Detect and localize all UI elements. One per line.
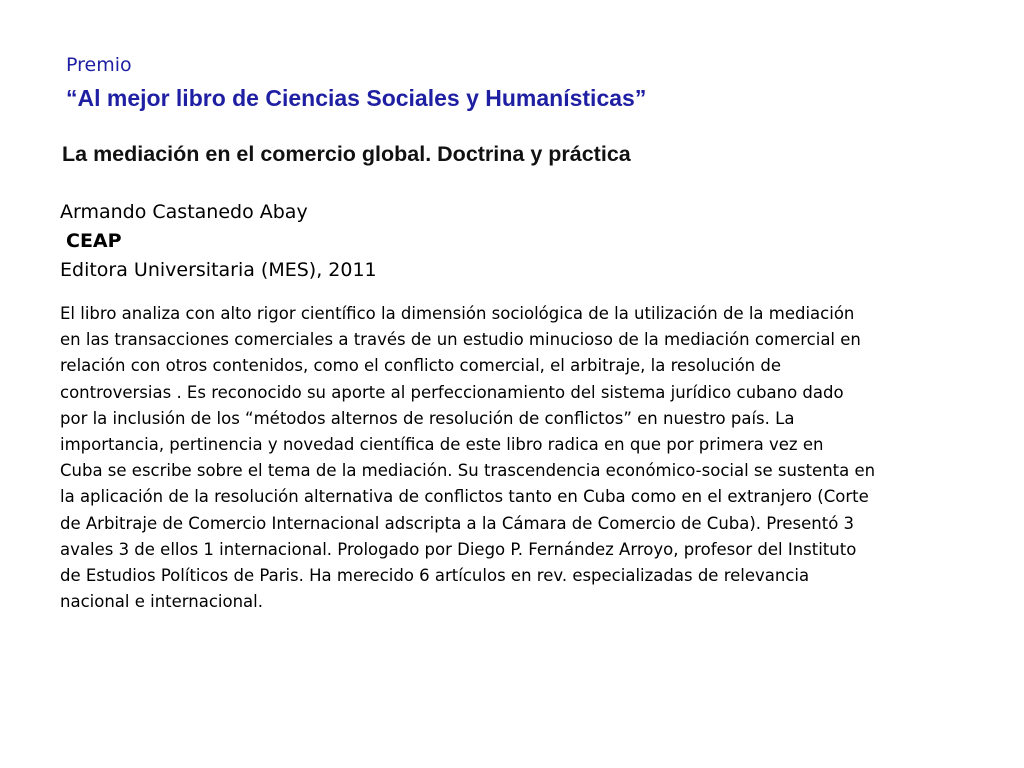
book-metadata [60,198,377,285]
description-line: la aplicación de la resolución alternativa de conflictos tanto en Cuba como en el extranjero (Corte [60,487,869,507]
description-line: en las transacciones comerciales a través de un estudio minucioso de la mediación comercial en [60,330,861,350]
book-author: Armando Castanedo Abay [60,201,308,223]
book-publisher: Editora Universitaria (MES), 2011 [60,259,377,281]
book-title: La mediación en el comercio global. Doctrina y práctica [62,142,631,166]
book-description [60,301,965,615]
description-line: de Estudios Políticos de Paris. Ha merecido 6 artículos en rev. especializadas de relevancia [60,566,810,586]
description-line: nacional e internacional. [60,592,263,612]
description-line: por la inclusión de los “métodos alternos de resolución de conflictos” en nuestro país. La [60,408,795,428]
award-label: Premio [66,54,132,76]
description-line: de Arbitraje de Comercio Internacional adscripta a la Cámara de Comercio de Cuba). Presentó 3 [60,513,855,533]
award-title: “Al mejor libro de Ciencias Sociales y Humanísticas” [66,85,647,111]
description-line: importancia, pertinencia y novedad científica de este libro radica en que por primera vez en [60,435,824,455]
book-organization: CEAP [66,230,122,252]
description-line: avales 3 de ellos 1 internacional. Prologado por Diego P. Fernández Arroyo, profesor del Instituto [60,539,857,559]
description-line: Cuba se escribe sobre el tema de la mediación. Su trascendencia económico-social se sustenta en [60,461,876,481]
description-line: relación con otros contenidos, como el conflicto comercial, el arbitraje, la resolución de [60,356,781,376]
description-line: El libro analiza con alto rigor científico la dimensión sociológica de la utilización de la mediación [60,304,855,323]
description-line: controversias . Es reconocido su aporte al perfeccionamiento del sistema jurídico cubano dado [60,382,844,402]
